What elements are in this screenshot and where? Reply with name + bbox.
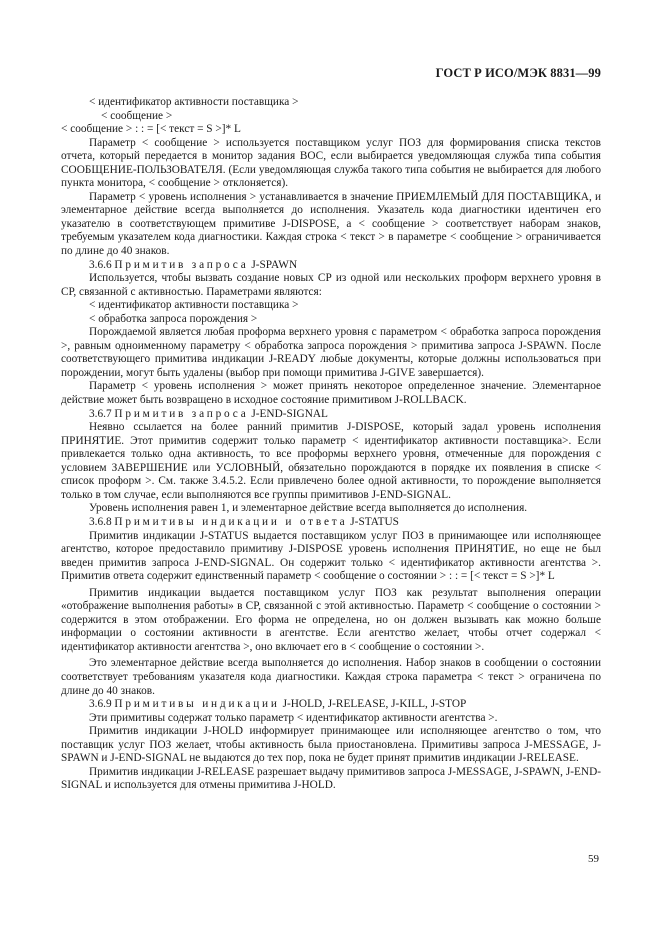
section-title-spaced: Примитивы индикации <box>114 698 280 711</box>
paragraph: Параметр < уровень исполнения > устанавливается в значение ПРИЕМЛЕМЫЙ ДЛЯ ПОСТАВЩИКА, и элементарное действие всегда выполняется до исполнения. Указатель кода диагностики идентичен его указателю в соответствующем примитиве J-DISPOSE, а < сообщение > соответствует наборам знаков, требуемым указателем кода диагностики. Каждая строка < текст > в параметре < сообщение > ограничивается по длине до 40 знаков. <box>61 190 601 258</box>
paragraph: Примитив индикации J-STATUS выдается поставщиком услуг ПОЗ в принимающее или исполняющее агентство, которое предоставило примитиву J-DISPOSE уровень исполнения ПРИНЯТИЕ, но еще не был введен примитив запроса J-END-SIGNAL. Он содержит только < идентификатор активности агентства >. Примитив ответа содержит единственный параметр < сообщение о состоянии > : : = [< текст = S >]* L <box>61 529 601 583</box>
section-number: 3.6.7 <box>89 407 112 420</box>
section-title-spaced: Примитив запроса <box>114 407 249 420</box>
paragraph: Порождаемой является любая проформа верхнего уровня с параметром < обработка запроса порождения >, равным одноименному параметру < обработка запроса порождения > примитива запроса J-SPAWN. После соответствующего примитива индикации J-READY любые документы, которые должны использоваться при порождении, могут быть удалены (выбор при помощи примитива J-GIVE завершается). <box>61 326 601 379</box>
section-title-spaced: Примитивы индикации и ответа <box>114 515 348 528</box>
paragraph: Примитив индикации J-HOLD информирует принимающее или исполняющее агентство о том, что поставщик услуг ПОЗ желает, чтобы активность была приостановлена. Примитивы запроса J-MESSAGE, J-SPAWN и J-END-SIGNAL не выдаются до тех пор, пока не будет принят примитив индикации J-RELEASE. <box>61 725 601 765</box>
paragraph: Используется, чтобы вызвать создание новых СР из одной или нескольких проформ верхнего уровня в СР, связанной с активностью. Параметрами являются: <box>61 272 601 298</box>
section-heading <box>61 408 601 422</box>
paragraph: Параметр < уровень исполнения > может принять некоторое определенное значение. Элементарное действие может быть возвращено в исходное состояние примитивом J-ROLLBACK. <box>61 380 601 407</box>
paragraph: < обработка запроса порождения > <box>89 312 258 325</box>
section-heading <box>61 698 601 712</box>
section-number: 3.6.9 <box>89 698 112 711</box>
paragraph: Параметр < сообщение > используется поставщиком услуг ПОЗ для формирования списка текстов отчета, который передается в монитор задания ВОС, если выбирается уведомляющая служба типа события СООБЩЕНИЕ-ПОЛЬЗОВАТЕЛЯ. (Если уведомляющая служба такого типа события не выбирается для любого пункта монитора, < сообщение > отклоняется). <box>61 136 601 190</box>
document-body <box>61 96 601 793</box>
paragraph: Это элементарное действие всегда выполняется до исполнения. Набор знаков в сообщении о состоянии соответствует требованиям указателя кода диагностики. Каждая строка параметра < текст > ограничена по длине до 40 знаков. <box>61 657 601 697</box>
section-title-spaced: Примитив запроса <box>114 258 249 271</box>
section-number: 3.6.6 <box>89 258 112 271</box>
section-primitive-name: J-END-SIGNAL <box>251 407 328 420</box>
paragraph: Эти примитивы содержат только параметр < идентификатор активности агентства >. <box>89 711 498 724</box>
section-number: 3.6.8 <box>89 515 112 528</box>
section-heading <box>61 259 601 273</box>
section-heading <box>61 516 601 530</box>
section-primitive-name: J-STATUS <box>350 515 399 528</box>
paragraph: < сообщение > : : = [< текст = S >]* L <box>61 123 241 136</box>
document-header: ГОСТ Р ИСО/МЭК 8831—99 <box>435 66 601 80</box>
paragraph: < идентификатор активности поставщика > <box>89 96 299 108</box>
paragraph: < идентификатор активности поставщика > <box>89 299 299 312</box>
paragraph: Неявно ссылается на более ранний примитив J-DISPOSE, который задал уровень исполнения ПРИНЯТИЕ. Этот примитив содержит только параметр < идентификатор активности поставщика>. Если привлекается только одна активность, то все проформы верхнего уровня, отмеченные для порождения с условием ЗАВЕРШЕНИЕ или УСЛОВНЫЙ, обязательно порождаются в порядке их появления в списке < список проформ >. См. также 3.4.5.2. Если привлечено более одной активности, то порождение выполняется только в том случае, если выполняются все группы примитивов J-END-SIGNAL. <box>61 421 601 501</box>
page-number: 59 <box>588 853 599 865</box>
section-primitive-name: J-SPAWN <box>251 258 298 271</box>
paragraph: Примитив индикации выдается поставщиком услуг ПОЗ как результат выполнения операции «отображение выполнения работы» в СР, связанной с этой активностью. Параметр < сообщение о состоянии > содержится в этом отображении. Его форма не определена, но он должен вызывать как можно больше информации о состоянии активности в агентстве. Если агентство желает, чтобы отчет содержал < идентификатор активности агентства >, оно включает его в < сообщение о состоянии >. <box>61 586 601 653</box>
paragraph: < сообщение > <box>101 109 173 122</box>
paragraph: Уровень исполнения равен 1, и элементарное действие всегда выполняется до исполнения. <box>89 502 528 515</box>
section-primitive-name: J-HOLD, J-RELEASE, J-KILL, J-STOP <box>282 698 467 711</box>
paragraph: Примитив индикации J-RELEASE разрешает выдачу примитивов запроса J-MESSAGE, J-SPAWN, J-END-SIGNAL и используется для отмены примитива J-HOLD. <box>61 765 601 792</box>
